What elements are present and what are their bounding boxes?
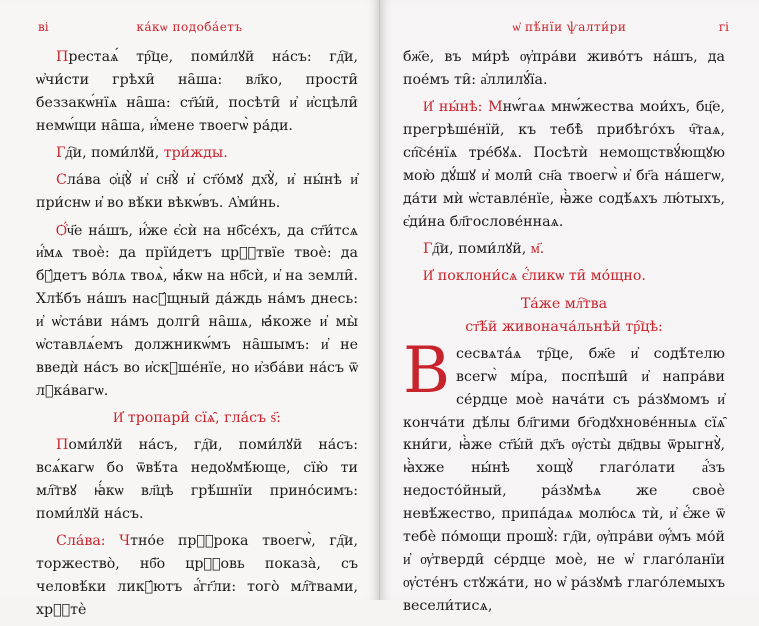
prayer-paragraph	[36, 220, 358, 403]
prayer-paragraph	[36, 46, 358, 138]
initial-letter: Ч	[105, 533, 131, 550]
paragraph-text: д҇и, поми́лꙋй,	[432, 241, 527, 258]
paragraph-text: тно́е прⷪ҇рока твоегѡ̀, гд҇и, торжество̀, нб҃о црⷦ҇овь показа̀, съ человѣ́ки ликꙋ́ютъ а҆́гг҃ли: того̀ мл҇твами, хрⷭ҇тѐ	[36, 533, 358, 619]
paragraph-text: ҆́ч҃е на́шъ, и҆́же є҆сѝ на нб҃се́хъ, да ст҃и́тсѧ и҆́мѧ твоѐ: да прїи́детъ црⷭ҇твїе твоѐ: да бꙋ́детъ во́лѧ твоѧ̀, ꙗ҆́кѡ на нб҃сѝ, и҆ на земли̑. Хлѣ́бъ на́шъ насꙋ́щный да́ждь на́мъ днесь: и҆ ѡ҆ста́ви на́мъ долги̑ на̑шѧ, ꙗ҆́коже и҆ мы̀ ѡ҆ставлѧ́емъ должникѡ́мъ на̑шымъ: и҆ не введѝ на́съ во и҆скꙋше́нїе, но и҆зба́ви на́съ ѿ лꙋка́вагѡ.	[36, 222, 358, 399]
initial-letter: Г	[423, 241, 433, 258]
prayer-paragraph	[36, 142, 358, 165]
rubric-text: И҆ ны́нѣ:	[423, 99, 483, 116]
left-page	[0, 0, 379, 619]
page-number: гі	[718, 20, 729, 34]
prayer-paragraph	[36, 434, 358, 526]
rubric-text: три́жды.	[159, 145, 228, 162]
running-title: ка́кѡ подоба́етъ	[136, 20, 243, 34]
right-header	[380, 20, 759, 40]
rubric-text: м҃.	[526, 241, 545, 258]
prayer-paragraph	[403, 96, 725, 233]
paragraph-text: оми́лꙋй на́съ, гд҇и, поми́лꙋй на́съ: всѧ́кагѡ бо ѿвѣ́та недоꙋмѣ́юще, сїю̀ ти мл҇твꙋ ꙗ҆́кѡ вл҃цѣ грѣ́шнїи прино́симъ: поми́лꙋй на́съ.	[36, 437, 358, 523]
rubric-line: И҆ поклони́сѧ є҆́ликѡ ти̑ мо́щно.	[423, 268, 646, 285]
left-text-column	[36, 46, 358, 626]
initial-letter: П	[56, 49, 69, 65]
paragraph-text: нѡ́гаѧ мнѡ́жества мои́хъ, бц҃е, прегрѣше́нїй, къ тебѣ̀ прибѣго́хъ ч҇таѧ, сп҇се́нїѧ тре́бꙋѧ. Посѣтѝ немощствꙋ́ющꙋю мою̀ дꙋ́шꙋ и҆ моли̑ сн҃а твоегѡ̀ и҆ бг҃а на́шегѡ, да́ти мѝ ѡ҆ставле́нїе, ꙗ҆̀же содѣ́ѧхъ лю́тыхъ, є҆ди́на бл҃гослове́ннаѧ.	[403, 99, 725, 230]
section-heading: ст҃ѣ́й живонача́льнѣй тр҇цѣ:	[465, 318, 663, 335]
page-number: ві	[38, 20, 49, 34]
rubric-text: Сла́ва:	[56, 533, 106, 550]
initial-letter: М	[482, 99, 503, 116]
paragraph-text: сесвѧта́ѧ тр҇це, бж҃е и҆ содѣ́телю всегѡ̀ мі́ра, поспѣши̑ и҆ напра́ви се́рдце моѐ нача́ти съ ра́зꙋмомъ и҆ конча́ти дѣ́лы бл҃гими бг҃одꙋхнове́нныѧ сїѧ̑ кни́ги, ꙗ҆̀же ст҃ы́й дх҃ъ ѹ҆сты̀ дв҃двы ѿрыгнꙋ̀, ꙗ҆̀хже ны́нѣ хощꙋ̀ глаго́лати а҆́зъ недосто́йный, ра́зꙋмѣѧ же своѐ невѣ́жество, припа́даѧ молю́сѧ тѝ, и҆ є҆́же ѿ тебѐ по́мощи прошꙋ̀: гд҇и, ѹ҆пра́ви ѹ҆́мъ мо́й и҆ ѹ҆тверди̑ се́рдце моѐ, не ѡ҆ глаго́ланїи ѹ҆сте́нъ стꙋжа́ти, но ѡ҆ ра́зꙋмѣ глаго́лемыхъ весели́тисѧ,	[403, 345, 725, 614]
paragraph-text: ла́ва ѻ҆ц҃ꙋ̀ и҆ сн҃ꙋ̀ и҆ ст҃о́мꙋ дх҃ꙋ̀, и҆ ны́нѣ и҆ при́снѡ и҆ во вѣ́ки вѣкѡ́въ. А҆ми́нь.	[36, 172, 358, 212]
right-page	[380, 0, 759, 614]
prayer-paragraph	[36, 169, 358, 215]
prayer-paragraph	[403, 238, 725, 261]
section-heading: И҆ тропари̑ сїѧ̑, гла́съ ѕ҃:	[113, 410, 281, 427]
prayer-paragraph	[36, 530, 358, 622]
running-title: ѡ҆ пѣ́нїи ѱалти́ри	[512, 20, 627, 34]
section-heading: Та́же мл҇тва	[520, 295, 608, 312]
initial-letter: С	[56, 172, 67, 189]
drop-cap-letter: В	[403, 333, 451, 408]
prayer-paragraph: бж҃е, въ ми́рѣ ѹ҆пра́ви живо́тъ на́шъ, да пое́мъ ти̑: а҆ллилꙋ́їа.	[403, 49, 725, 88]
initial-letter: Ѻ	[56, 222, 67, 239]
paragraph-text: д҇и, поми́лꙋй,	[65, 145, 160, 162]
initial-letter: П	[56, 437, 69, 454]
left-header	[0, 20, 379, 40]
paragraph-text: рестаѧ́ тр҇це, поми́лꙋй на́съ: гд҇и, ѡ҆чи́сти грѣхи̑ на̑ша: вл҃ко, прости̑ беззакѡ́нїѧ на̑ша: ст҃ы́й, посѣти̑ и҆ и҆сцѣли̑ немѡ́щи на̑ша, и҆́мене твоегѡ̀ ра́ди.	[36, 49, 358, 134]
right-text-column	[403, 46, 725, 622]
initial-letter: Г	[56, 145, 66, 162]
prayer-paragraph	[403, 333, 725, 618]
